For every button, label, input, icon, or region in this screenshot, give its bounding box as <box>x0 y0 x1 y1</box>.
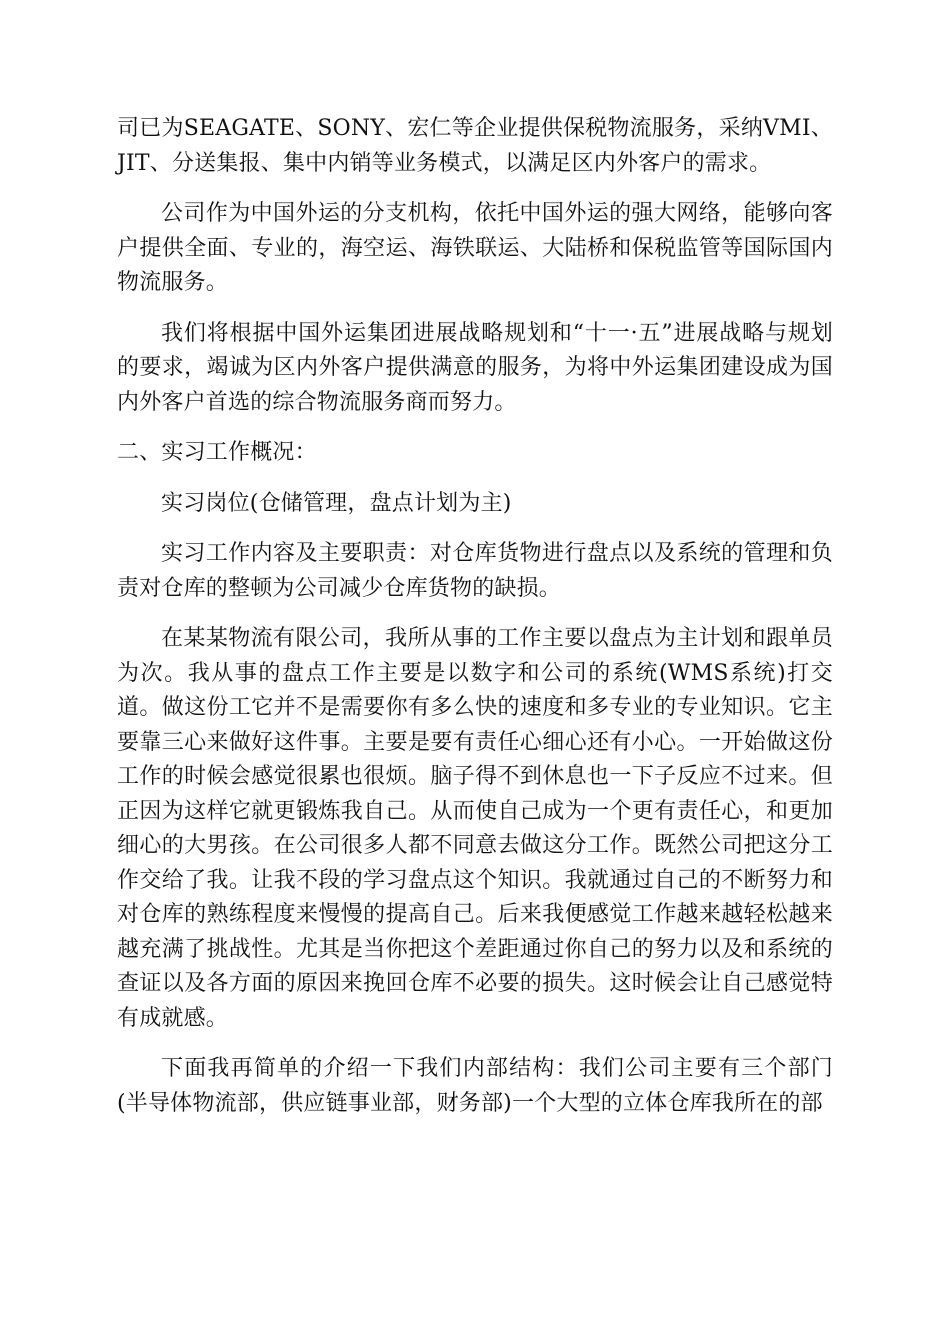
document-page <box>117 112 833 1121</box>
paragraph-company-services-continued: 司已为SEAGATE、SONY、宏仁等企业提供保税物流服务，采纳VMI、JIT、分送集报、集中内销等业务模式，以满足区内外客户的需求。 <box>117 116 833 176</box>
paragraph-internship-position: 实习岗位(仓储管理，盘点计划为主) <box>161 490 512 516</box>
paragraph-internship-duties: 实习工作内容及主要职责：对仓库货物进行盘点以及系统的管理和负责对仓库的整顿为公司减少仓库货物的缺损。 <box>117 541 833 601</box>
paragraph-company-strategy: 我们将根据中国外运集团进展战略规划和“十一·五”进展战略与规划的要求，竭诚为区内外客户提供满意的服务，为将中外运集团建设成为国内外客户首选的综合物流服务商而努力。 <box>117 320 833 415</box>
paragraph-company-network: 公司作为中国外运的分支机构，依托中国外运的强大网络，能够向客户提供全面、专业的，海空运、海铁联运、大陆桥和保税监管等国际国内物流服务。 <box>117 201 833 295</box>
section-heading-internship-overview: 二、实习工作概况： <box>117 440 317 465</box>
paragraph-internal-structure: 下面我再简单的介绍一下我们内部结构：我们公司主要有三个部门(半导体物流部，供应链事业部，财务部)一个大型的立体仓库我所在的部 <box>117 1056 833 1116</box>
paragraph-work-experience: 在某某物流有限公司，我所从事的工作主要以盘点为主计划和跟单员为次。我从事的盘点工作主要是以数字和公司的系统(WMS系统)打交道。做这份工它并不是需要你有多么快的速度和多专业的专业知识。它主要靠三心来做好这件事。主要是要有责任心细心还有小心。一开始做这份工作的时候会感觉很累也很烦。脑子得不到休息也一下子反应不过来。但正因为这样它就更锻炼我自己。从而使自己成为一个更有责任心，和更加细心的大男孩。在公司很多人都不同意去做这分工作。既然公司把这分工作交给了我。让我不段的学习盘点这个知识。我就通过自己的不断努力和对仓库的熟练程度来慢慢的提高自己。后来我便感觉工作越来越轻松越来越充满了挑战性。尤其是当你把这个差距通过你自己的努力以及和系统的查证以及各方面的原因来挽回仓库不必要的损失。这时候会让自己感觉特有成就感。 <box>117 626 833 1031</box>
